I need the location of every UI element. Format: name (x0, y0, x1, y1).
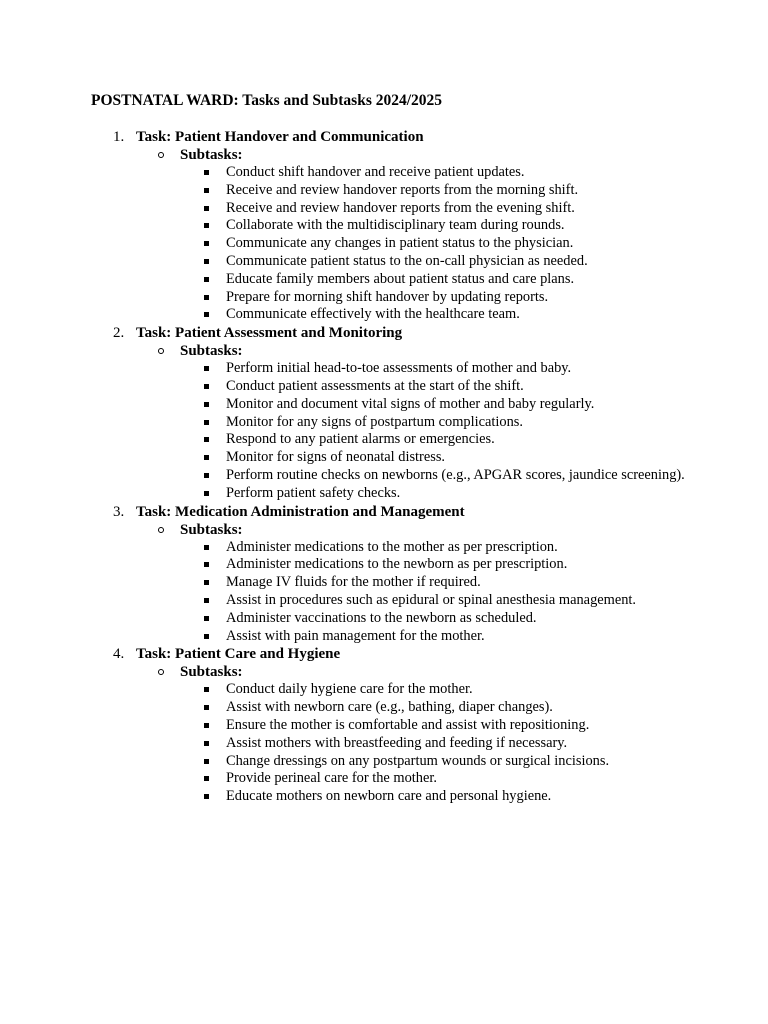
square-bullet-icon (204, 723, 209, 728)
subtask-item (0, 592, 768, 610)
subtask-item (0, 770, 768, 788)
subtasks-label: Subtasks: (180, 343, 243, 360)
subtask-text: Conduct shift handover and receive patient updates. (226, 164, 525, 180)
circle-bullet-icon (158, 152, 164, 158)
subtask-list (0, 164, 768, 324)
subtask-item (0, 449, 768, 467)
subtask-text: Communicate effectively with the healthcare team. (226, 306, 520, 323)
square-bullet-icon (204, 580, 209, 585)
subtask-text: Monitor for signs of neonatal distress. (226, 449, 446, 466)
subtask-text: Manage IV fluids for the mother if required. (226, 574, 481, 591)
subtask-item (0, 539, 768, 557)
subtasks-heading (0, 521, 768, 539)
task-number: 1. (113, 129, 125, 145)
subtasks-heading (0, 146, 768, 164)
task-item (0, 324, 768, 502)
square-bullet-icon (204, 402, 209, 407)
subtask-text: Perform initial head-to-toe assessments of mother and baby. (226, 360, 572, 377)
square-bullet-icon (204, 420, 209, 425)
task-list (0, 128, 768, 806)
subtask-item (0, 200, 768, 218)
subtask-item (0, 574, 768, 592)
subtask-text: Educate mothers on newborn care and personal hygiene. (226, 788, 552, 805)
task-number: 4. (113, 646, 125, 663)
task-title: Task: Medication Administration and Management (136, 503, 465, 520)
subtask-text: Communicate any changes in patient status to the physician. (226, 235, 574, 252)
subtask-item (0, 396, 768, 414)
subtask-text: Change dressings on any postpartum wounds or surgical incisions. (226, 752, 610, 769)
document-title: POSTNATAL WARD: Tasks and Subtasks 2024/2025 (91, 92, 443, 109)
subtask-item (0, 681, 768, 699)
subtask-text: Monitor for any signs of postpartum complications. (226, 413, 523, 430)
square-bullet-icon (204, 687, 209, 692)
subtasks-label: Subtasks: (180, 521, 243, 538)
square-bullet-icon (204, 794, 209, 799)
circle-bullet-icon (158, 348, 164, 354)
subtask-text: Assist mothers with breastfeeding and feeding if necessary. (226, 734, 568, 751)
subtask-text: Assist with pain management for the mother. (226, 627, 485, 644)
square-bullet-icon (204, 545, 209, 550)
subtask-item (0, 217, 768, 235)
square-bullet-icon (204, 295, 209, 300)
subtask-item (0, 253, 768, 271)
square-bullet-icon (204, 206, 209, 211)
circle-bullet-icon (158, 527, 164, 533)
task-number: 3. (113, 503, 125, 520)
subtasks-heading (0, 663, 768, 681)
subtask-text: Educate family members about patient status and care plans. (226, 270, 575, 287)
square-bullet-icon (204, 616, 209, 621)
subtask-text: Conduct patient assessments at the start of the shift. (226, 377, 524, 394)
subtask-item (0, 628, 768, 646)
task-heading (0, 645, 768, 663)
subtask-text: Respond to any patient alarms or emergencies. (226, 431, 495, 448)
subtask-text: Prepare for morning shift handover by updating reports. (226, 288, 549, 305)
task-title: Task: Patient Assessment and Monitoring (136, 325, 403, 342)
subtask-item (0, 271, 768, 289)
task-item (0, 128, 768, 324)
subtasks-label: Subtasks: (180, 664, 243, 681)
subtask-item (0, 485, 768, 503)
subtask-list (0, 360, 768, 502)
subtask-text: Assist in procedures such as epidural or spinal anesthesia management. (226, 591, 637, 608)
subtask-item (0, 431, 768, 449)
subtask-item (0, 306, 768, 324)
subtask-text: Receive and review handover reports from the evening shift. (226, 199, 575, 216)
subtask-item (0, 182, 768, 200)
subtask-list (0, 681, 768, 806)
subtask-item (0, 753, 768, 771)
square-bullet-icon (204, 705, 209, 710)
subtask-item (0, 289, 768, 307)
square-bullet-icon (204, 259, 209, 264)
square-bullet-icon (204, 241, 209, 246)
square-bullet-icon (204, 366, 209, 371)
task-heading (0, 503, 768, 521)
subtask-item (0, 467, 768, 485)
subtask-item (0, 788, 768, 806)
task-number: 2. (113, 325, 125, 342)
subtask-text: Perform patient safety checks. (226, 484, 401, 501)
task-heading (0, 324, 768, 342)
square-bullet-icon (204, 455, 209, 460)
task-title: Task: Patient Care and Hygiene (136, 646, 341, 663)
subtasks-heading (0, 342, 768, 360)
task-title: Task: Patient Handover and Communication (136, 129, 424, 145)
subtask-text: Provide perineal care for the mother. (226, 770, 437, 787)
square-bullet-icon (204, 562, 209, 567)
subtask-text: Receive and review handover reports from the morning shift. (226, 181, 579, 198)
subtask-item (0, 556, 768, 574)
subtask-text: Monitor and document vital signs of mother and baby regularly. (226, 395, 595, 412)
square-bullet-icon (204, 491, 209, 496)
subtask-item (0, 378, 768, 396)
subtask-item (0, 699, 768, 717)
task-item (0, 645, 768, 806)
square-bullet-icon (204, 170, 209, 175)
task-heading (0, 128, 768, 146)
subtask-item (0, 717, 768, 735)
subtask-text: Administer medications to the mother as per prescription. (226, 538, 558, 555)
square-bullet-icon (204, 277, 209, 282)
subtask-text: Assist with newborn care (e.g., bathing, diaper changes). (226, 699, 553, 716)
square-bullet-icon (204, 741, 209, 746)
subtask-item (0, 360, 768, 378)
subtask-text: Administer medications to the newborn as per prescription. (226, 556, 568, 573)
subtask-item (0, 735, 768, 753)
square-bullet-icon (204, 598, 209, 603)
square-bullet-icon (204, 188, 209, 193)
circle-bullet-icon (158, 669, 164, 675)
square-bullet-icon (204, 759, 209, 764)
subtask-list (0, 539, 768, 646)
subtask-item (0, 610, 768, 628)
subtask-text: Conduct daily hygiene care for the mother. (226, 681, 473, 698)
square-bullet-icon (204, 776, 209, 781)
subtask-item (0, 414, 768, 432)
square-bullet-icon (204, 634, 209, 639)
square-bullet-icon (204, 384, 209, 389)
subtask-text: Collaborate with the multidisciplinary team during rounds. (226, 217, 565, 234)
subtask-text: Communicate patient status to the on-call physician as needed. (226, 252, 588, 269)
square-bullet-icon (204, 473, 209, 478)
subtasks-label: Subtasks: (180, 147, 243, 163)
square-bullet-icon (204, 223, 209, 228)
subtask-item (0, 235, 768, 253)
square-bullet-icon (204, 312, 209, 317)
subtask-text: Perform routine checks on newborns (e.g., APGAR scores, jaundice screening). (226, 466, 685, 483)
task-item (0, 503, 768, 646)
square-bullet-icon (204, 437, 209, 442)
subtask-text: Ensure the mother is comfortable and assist with repositioning. (226, 716, 590, 733)
subtask-item (0, 164, 768, 182)
subtask-text: Administer vaccinations to the newborn as scheduled. (226, 609, 537, 626)
